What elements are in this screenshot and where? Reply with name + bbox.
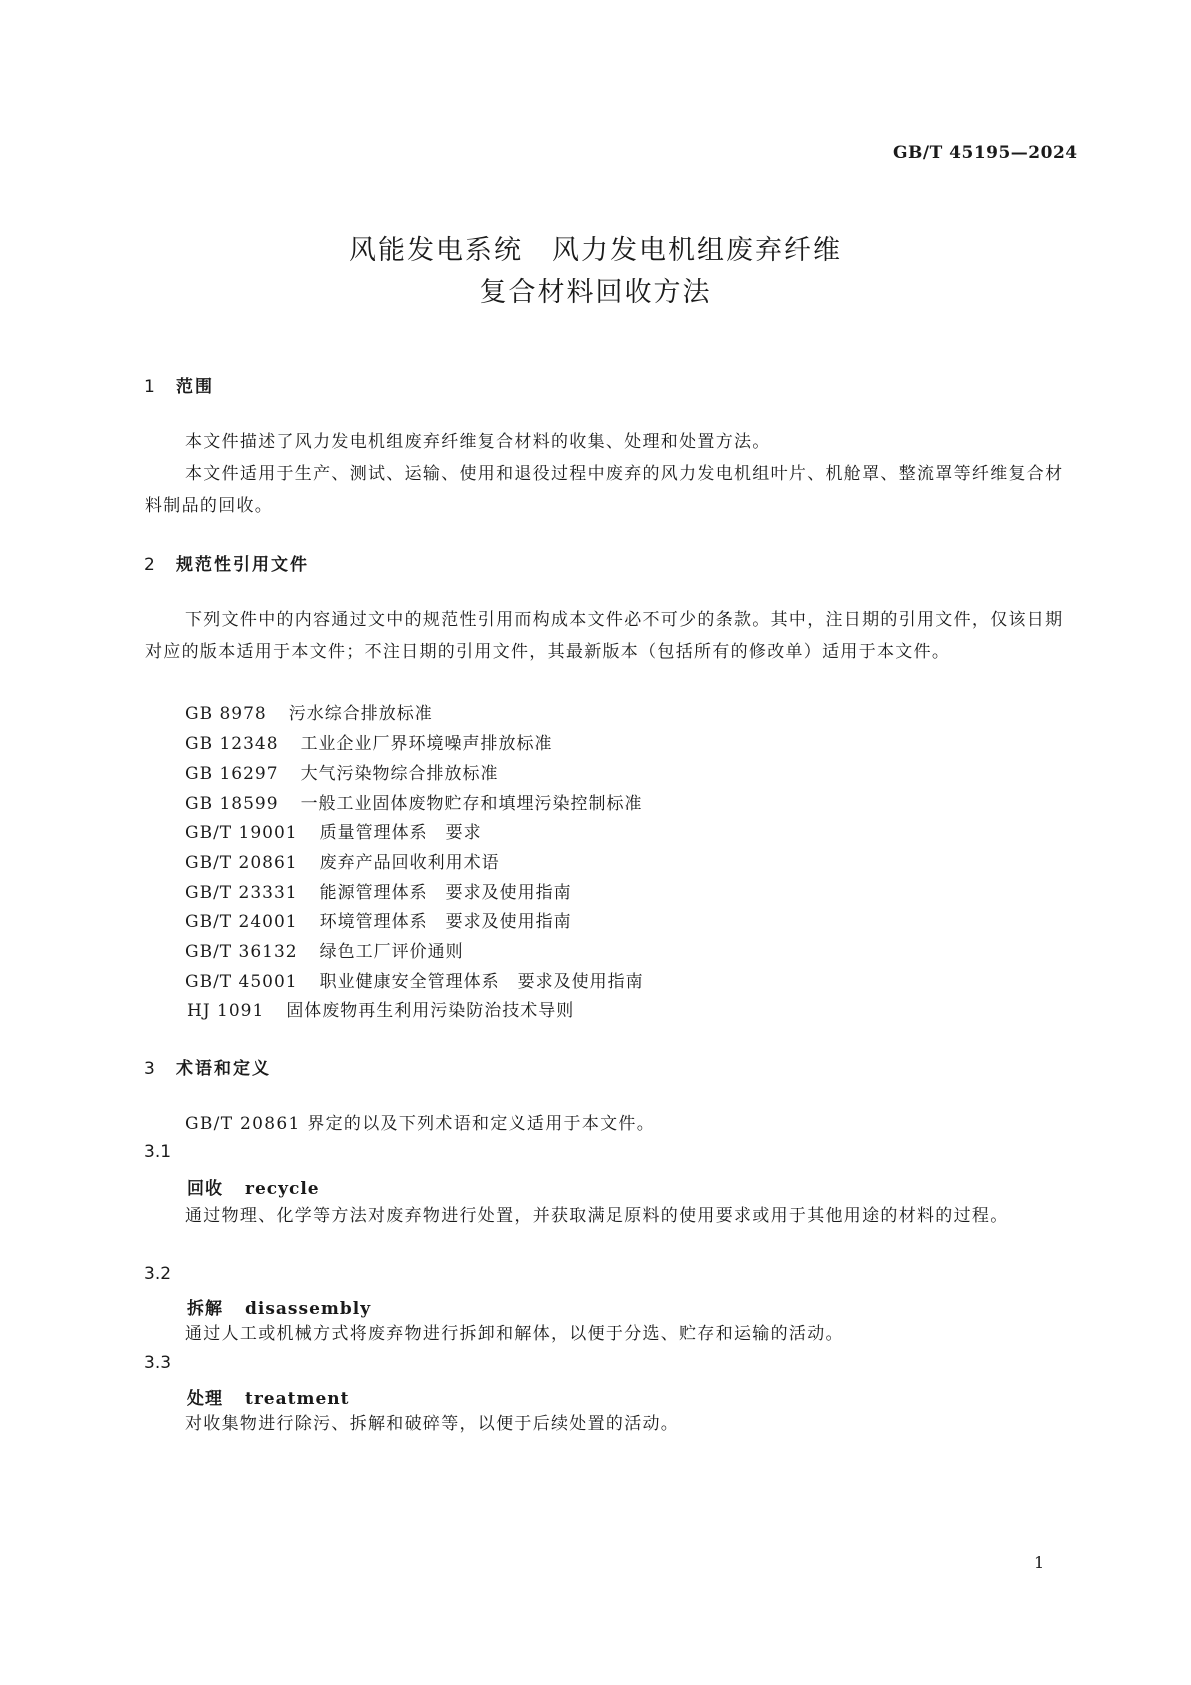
reference-item [185, 759, 499, 784]
term-number: 3.1 [144, 1142, 172, 1162]
reference-item [185, 878, 572, 903]
reference-item [185, 789, 643, 814]
reference-code: GB/T 45001 [185, 972, 298, 992]
reference-title: 绿色工厂评价通则 [319, 942, 464, 962]
section-title: 范围 [176, 377, 214, 397]
reference-title: 废弃产品回收利用术语 [319, 853, 500, 873]
page-number: 1 [1034, 1553, 1045, 1572]
reference-item [185, 848, 500, 873]
reference-title: 质量管理体系 要求 [319, 823, 482, 843]
reference-title: 污水综合排放标准 [288, 704, 433, 724]
reference-item [185, 937, 464, 962]
term-en: disassembly [245, 1299, 372, 1319]
document-title-line1: 风能发电系统 风力发电机组废弃纤维 [349, 235, 842, 266]
reference-code: GB 18599 [185, 794, 279, 814]
reference-code: GB 16297 [185, 764, 279, 784]
term-zh: 拆解 [187, 1299, 223, 1319]
section-heading-terms [144, 1054, 271, 1079]
reference-item [185, 907, 572, 932]
section-heading-scope [144, 372, 214, 397]
section-title: 术语和定义 [176, 1059, 271, 1079]
reference-title: 环境管理体系 要求及使用指南 [319, 912, 572, 932]
terms-intro: GB/T 20861 界定的以及下列术语和定义适用于本文件。 [185, 1114, 656, 1134]
term-heading [187, 1294, 371, 1319]
section-number: 3 [144, 1059, 157, 1079]
reference-item [185, 967, 644, 992]
term-number: 3.3 [144, 1353, 172, 1373]
section-number: 2 [144, 555, 157, 575]
reference-code: HJ 1091 [187, 1001, 265, 1021]
reference-title: 工业企业厂界环境噪声排放标准 [300, 734, 553, 754]
section-heading-normative-refs [144, 550, 309, 575]
term-en: treatment [245, 1389, 350, 1409]
term-heading [187, 1174, 320, 1199]
reference-item [185, 729, 553, 754]
document-title-line2: 复合材料回收方法 [479, 277, 712, 308]
normative-refs-intro: 下列文件中的内容通过文中的规范性引用而构成本文件必不可少的条款。其中，注日期的引用文件，仅该日期对应的版本适用于本文件；不注日期的引用文件，其最新版本（包括所有的修改单）适用于本文件。 [145, 610, 1064, 662]
term-zh: 回收 [187, 1179, 223, 1199]
term-en: recycle [245, 1179, 320, 1199]
term-definition: 通过人工或机械方式将废弃物进行拆卸和解体，以便于分选、贮存和运输的活动。 [185, 1324, 844, 1344]
term-heading [187, 1384, 350, 1409]
reference-code: GB 8978 [185, 704, 267, 724]
standard-number: GB/T 45195—2024 [893, 143, 1078, 163]
term-definition: 对收集物进行除污、拆解和破碎等，以便于后续处置的活动。 [185, 1414, 680, 1434]
section-title: 规范性引用文件 [176, 555, 309, 575]
term-definition: 通过物理、化学等方法对废弃物进行处置，并获取满足原料的使用要求或用于其他用途的材料的过程。 [185, 1206, 1009, 1226]
reference-title: 能源管理体系 要求及使用指南 [319, 883, 572, 903]
term-zh: 处理 [187, 1389, 223, 1409]
reference-code: GB/T 36132 [185, 942, 298, 962]
reference-item [185, 818, 482, 843]
reference-code: GB/T 23331 [185, 883, 298, 903]
reference-item [187, 996, 574, 1021]
reference-code: GB/T 24001 [185, 912, 298, 932]
term-number: 3.2 [144, 1264, 172, 1284]
reference-code: GB/T 20861 [185, 853, 298, 873]
reference-title: 固体废物再生利用污染防治技术导则 [286, 1001, 575, 1021]
reference-title: 职业健康安全管理体系 要求及使用指南 [319, 972, 644, 992]
reference-code: GB/T 19001 [185, 823, 298, 843]
reference-title: 大气污染物综合排放标准 [300, 764, 499, 784]
section-number: 1 [144, 377, 157, 397]
reference-title: 一般工业固体废物贮存和填埋污染控制标准 [300, 794, 643, 814]
reference-code: GB 12348 [185, 734, 279, 754]
reference-item [185, 699, 433, 724]
scope-paragraph: 本文件描述了风力发电机组废弃纤维复合材料的收集、处理和处置方法。 [185, 432, 771, 452]
scope-paragraph: 本文件适用于生产、测试、运输、使用和退役过程中废弃的风力发电机组叶片、机舱罩、整流罩等纤维复合材料制品的回收。 [145, 464, 1064, 516]
